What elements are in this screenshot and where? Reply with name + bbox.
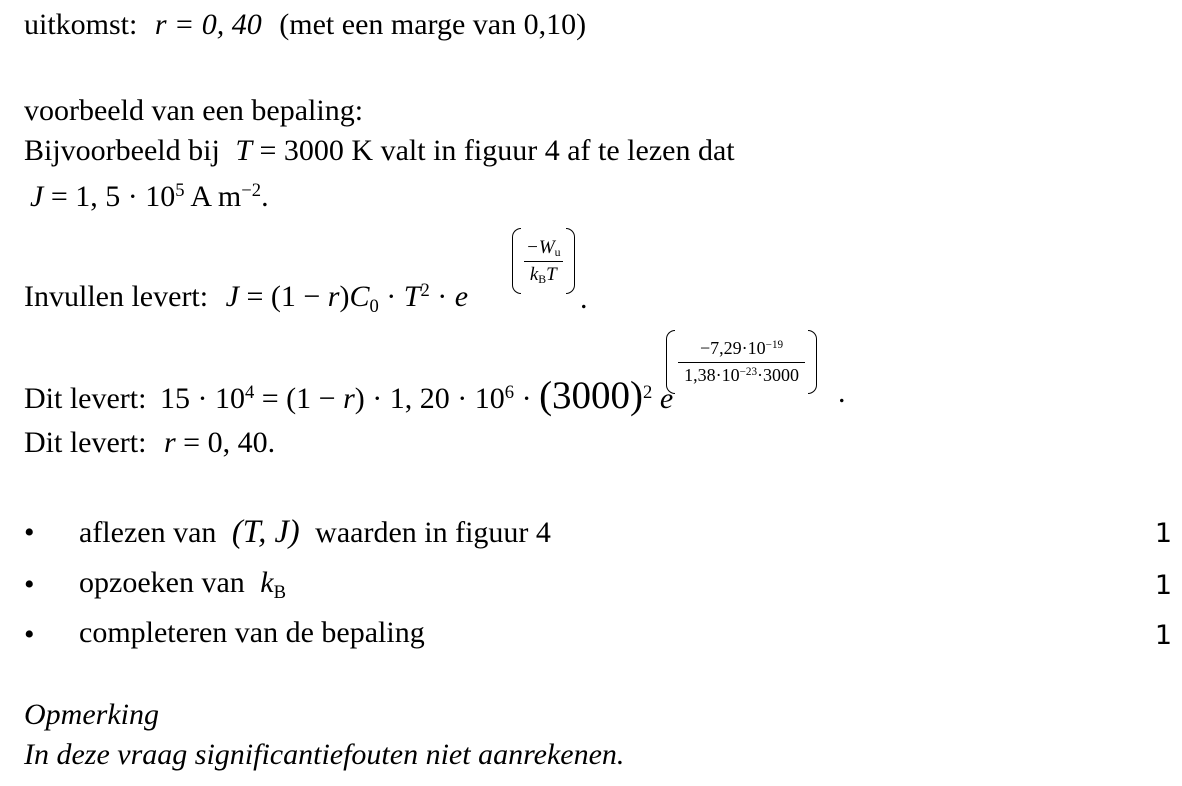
example-line2-unit-exp: −2 (241, 179, 262, 201)
result-end: . (838, 376, 846, 409)
final-eq: = 0, 40. (183, 426, 276, 459)
criterion-1-text (79, 516, 551, 548)
fill-exp-num-sub: u (554, 246, 561, 260)
remark-text: In deze vraag significantiefouten niet aanrekenen. (24, 738, 625, 771)
criterion-2-k: k (260, 566, 274, 599)
criterion-2-bullet: • (24, 568, 35, 601)
fill-exp-den (528, 262, 559, 286)
result-mid: ) · 1, 20 · 10 (354, 382, 505, 415)
criterion-1-points: 1 (1154, 518, 1172, 549)
example-line1-pre: Bijvoorbeeld bij (24, 134, 220, 167)
result-lhs-exp: 4 (244, 381, 255, 403)
fill-T-exp: 2 (420, 279, 430, 301)
fill-eq: = (1 − (246, 280, 328, 313)
example-line2-unit: A m (190, 180, 242, 213)
outcome-margin: (met een marge van 0,10) (279, 8, 587, 41)
result-exp-num-exp: −19 (765, 338, 784, 351)
criterion-3-points: 1 (1154, 620, 1172, 651)
result-base-exp: 2 (643, 381, 653, 403)
result-eq: = (1 − (254, 382, 344, 415)
criterion-1-pre: aflezen van (79, 516, 217, 549)
fill-end: . (580, 282, 588, 315)
fill-C: C (349, 280, 370, 313)
fill-exp-den-sub: B (538, 273, 547, 287)
fill-exponent (512, 228, 575, 294)
criterion-2-sub: B (273, 581, 286, 603)
criterion-3-text: completeren van de bepaling (79, 616, 425, 649)
example-line2-eq: = 1, 5 · 10 (50, 180, 176, 213)
result-exp-num-text: −7,29·10 (700, 338, 766, 358)
fill-exp-num (524, 237, 563, 262)
criterion-1-post: waarden in figuur 4 (315, 516, 551, 549)
example-line2-end: . (261, 180, 269, 213)
fill-dot2: · (429, 280, 455, 313)
criterion-1-bullet: • (24, 516, 35, 549)
example-heading: voorbeeld van een bepaling: (24, 94, 364, 127)
result-line (24, 376, 673, 415)
result-exp-den-tail: ·3000 (757, 365, 800, 385)
fill-close: ) (339, 280, 350, 313)
fill-dot1: · (378, 280, 404, 313)
example-line2-var: J (30, 180, 44, 213)
result-r: r (343, 382, 355, 415)
example-line2 (30, 179, 269, 213)
remark-title: Opmerking (24, 698, 159, 731)
criterion-3-bullet: • (24, 618, 35, 651)
fill-label: Invullen levert: (24, 280, 209, 313)
result-mid-exp: 6 (504, 381, 515, 403)
result-label: Dit levert: (24, 382, 147, 415)
fill-J: J (225, 280, 239, 313)
example-line1-eq: = 3000 K valt in figuur 4 af te lezen dat (259, 134, 735, 167)
fill-line (24, 279, 469, 317)
criterion-2-pre: opzoeken van (79, 566, 245, 599)
final-line (24, 428, 275, 458)
final-label: Dit levert: (24, 426, 147, 459)
example-line1 (24, 136, 735, 166)
result-dot: · (514, 382, 540, 415)
result-exponent (666, 330, 817, 394)
result-e: e (652, 382, 674, 415)
outcome-line (24, 10, 586, 40)
outcome-label: uitkomst: (24, 8, 138, 41)
fill-e: e (454, 280, 469, 313)
result-exp-den-text: 1,38·10 (684, 365, 740, 385)
fill-exp-fraction (521, 237, 566, 286)
result-exp-fraction (675, 338, 808, 386)
fill-exp-paren-right (566, 228, 575, 294)
fill-exp-den-k: k (529, 263, 539, 285)
fill-C-sub: 0 (369, 295, 379, 317)
outcome-formula: r = 0, 40 (154, 8, 262, 41)
criterion-2-text (79, 566, 286, 603)
criterion-1-math: (T, J) (231, 514, 300, 550)
example-line1-var: T (235, 134, 252, 167)
result-exp-den (682, 363, 801, 386)
fill-exp-paren-left (512, 228, 521, 294)
result-exp-paren-left (666, 330, 675, 394)
example-line2-exp: 5 (175, 179, 185, 201)
fill-r: r (327, 280, 340, 313)
result-exp-den-exp: −23 (739, 365, 758, 378)
result-base: (3000) (539, 374, 644, 417)
fill-T: T (403, 280, 421, 313)
fill-exp-num-text: −W (526, 236, 555, 258)
result-exp-paren-right (808, 330, 817, 394)
result-lhs: 15 · 10 (159, 382, 245, 415)
result-exp-num (678, 338, 805, 363)
final-r: r (163, 426, 176, 459)
criterion-2-points: 1 (1154, 570, 1172, 601)
fill-exp-den-T: T (546, 263, 557, 285)
